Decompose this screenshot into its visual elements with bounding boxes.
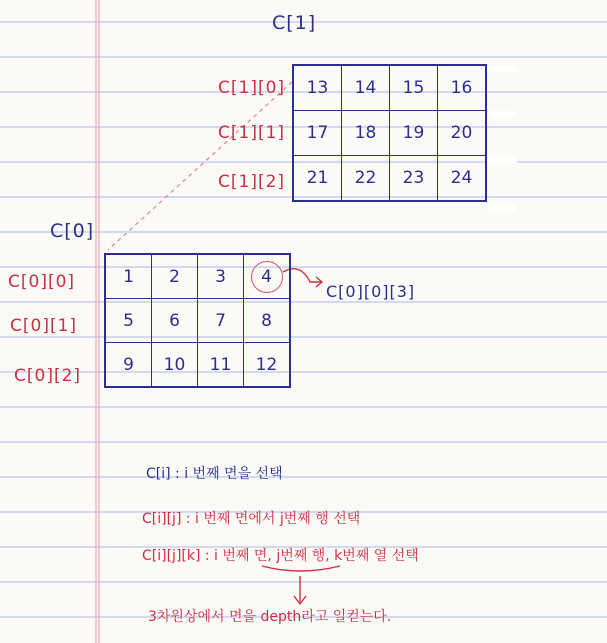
matrix-row	[293, 111, 486, 156]
binder-tab	[487, 66, 517, 72]
matrix-cell: 7	[198, 299, 244, 343]
matrix-cell: 16	[438, 65, 487, 111]
row-label-c1-1: C[1][1]	[218, 123, 286, 143]
note-line-1: C[i] : i 번째 면을 선택	[146, 466, 283, 482]
matrix-cell: 2	[152, 254, 198, 299]
matrix-cell-circled	[244, 254, 291, 299]
binder-tab	[487, 111, 517, 117]
matrix-cell: 9	[105, 343, 152, 388]
matrix-row	[105, 254, 290, 299]
note-line-2: C[i][j] : i 번째 면에서 j번째 행 선택	[142, 511, 361, 527]
row-label-c0-0: C[0][0]	[8, 272, 76, 292]
matrix-row	[105, 299, 290, 343]
matrix-cell: 21	[293, 156, 342, 202]
matrix-cell: 10	[152, 343, 198, 388]
matrix-cell: 24	[438, 156, 487, 202]
title-c1: C[1]	[272, 12, 317, 34]
row-label-c0-2: C[0][2]	[14, 366, 82, 386]
matrix-cell: 20	[438, 111, 487, 156]
matrix-cell: 5	[105, 299, 152, 343]
row-label-c1-2: C[1][2]	[218, 172, 286, 192]
depth-connector-line	[108, 82, 292, 250]
matrix-cell: 13	[293, 65, 342, 111]
matrix-cell: 23	[390, 156, 438, 202]
matrix-cell: 11	[198, 343, 244, 388]
matrix-cell: 15	[390, 65, 438, 111]
matrix-layer-0	[104, 253, 291, 388]
binder-tab	[487, 205, 517, 211]
pointer-label: C[0][0][3]	[326, 282, 416, 301]
note-line-3: C[i][j][k] : i 번째 면, j번째 행, k번째 열 선택	[142, 548, 419, 564]
matrix-cell: 19	[390, 111, 438, 156]
row-label-c0-1: C[0][1]	[10, 316, 78, 336]
matrix-cell: 14	[342, 65, 390, 111]
depth-underline	[262, 566, 340, 571]
matrix-cell: 6	[152, 299, 198, 343]
matrix-row	[105, 343, 290, 388]
title-c0: C[0]	[50, 220, 95, 242]
matrix-layer-1	[292, 64, 487, 202]
matrix-cell: 12	[244, 343, 291, 388]
circled-value: 4	[251, 261, 283, 293]
note-line-4: 3차원상에서 면을 depth라고 일컫는다.	[148, 609, 392, 625]
matrix-cell: 8	[244, 299, 291, 343]
row-label-c1-0: C[1][0]	[218, 78, 286, 98]
binder-tab	[487, 157, 517, 163]
matrix-cell: 22	[342, 156, 390, 202]
matrix-cell: 18	[342, 111, 390, 156]
matrix-cell: 1	[105, 254, 152, 299]
matrix-cell: 17	[293, 111, 342, 156]
matrix-row	[293, 156, 486, 202]
matrix-row	[293, 65, 486, 111]
matrix-cell: 3	[198, 254, 244, 299]
